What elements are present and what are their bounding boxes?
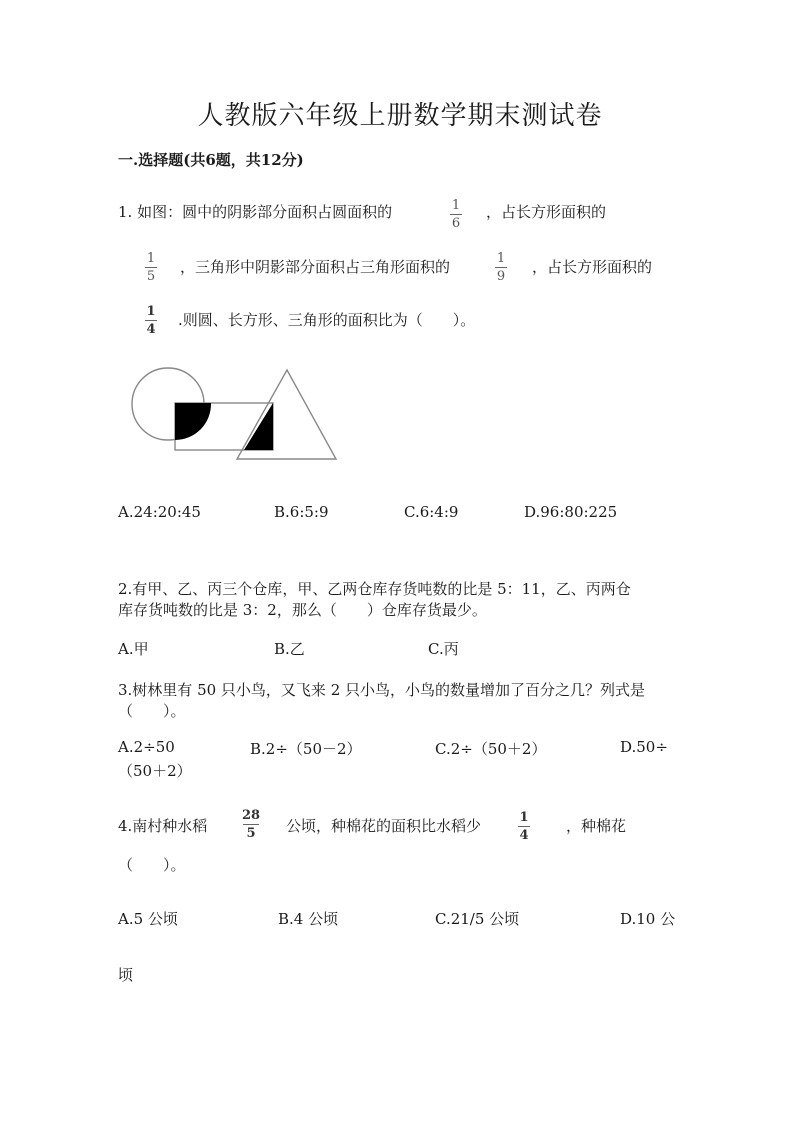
q1-option-a[interactable]: A.24:20:45 — [118, 503, 201, 521]
q1-fraction-4-num: 1 — [146, 304, 156, 319]
q2-line1: 2.有甲、乙、丙三个仓库，甲、乙两仓库存货吨数的比是 5：11，乙、丙两仓 — [118, 580, 631, 598]
q3-option-c[interactable]: C.2÷（50＋2） — [435, 740, 547, 758]
q4-option-d-continued: 顷 — [118, 966, 134, 984]
q1-line1-text-b: ，占长方形面积的 — [486, 203, 607, 221]
q3-line2: （ ）。 — [118, 702, 186, 720]
q4-option-d[interactable]: D.10 公 — [620, 910, 676, 928]
q1-line1-text-a: 1. 如图：圆中的阴影部分面积占圆面积的 — [118, 203, 393, 221]
q1-fraction-2-den: 5 — [146, 269, 156, 284]
q4-fraction-2 — [518, 810, 530, 843]
fraction-bar — [518, 826, 530, 827]
q4-line1-text-b: 公顷，种棉花的面积比水稻少 — [286, 817, 482, 835]
q3-option-d[interactable]: D.50÷ — [620, 738, 668, 756]
q1-fraction-2 — [145, 251, 157, 284]
q4-line1-text-a: 4.南村种水稻 — [118, 817, 208, 835]
q4-fraction-2-den: 4 — [519, 828, 529, 843]
q2-option-b[interactable]: B.乙 — [274, 640, 305, 658]
q3-option-d-continued: （50＋2） — [118, 762, 192, 780]
fraction-bar — [145, 267, 157, 268]
q4-line2: （ ）。 — [118, 856, 186, 874]
q1-fraction-3 — [495, 251, 507, 284]
q4-option-b[interactable]: B.4 公顷 — [278, 910, 339, 928]
q4-fraction-1-den: 5 — [246, 826, 256, 841]
q1-fraction-3-den: 9 — [496, 269, 506, 284]
q1-geometry-figure — [130, 360, 350, 470]
q4-fraction-1 — [242, 808, 260, 841]
fraction-bar — [145, 320, 157, 321]
q4-option-a[interactable]: A.5 公顷 — [118, 910, 178, 928]
fraction-bar — [450, 214, 462, 215]
q2-option-c[interactable]: C.丙 — [428, 640, 459, 658]
q3-line1: 3.树林里有 50 只小鸟，又飞来 2 只小鸟，小鸟的数量增加了百分之几？列式是 — [118, 681, 646, 699]
q3-option-a[interactable]: A.2÷50 — [118, 738, 175, 756]
q1-fraction-4 — [145, 304, 157, 337]
q1-fraction-1 — [450, 198, 462, 231]
q1-line3-text: .则圆、长方形、三角形的面积比为（ ）。 — [178, 311, 476, 329]
q4-line1-text-c: ，种棉花 — [566, 817, 627, 835]
section-heading: 一.选择题(共6题，共12分) — [118, 151, 304, 169]
q1-line2-text-a: ，三角形中阴影部分面积占三角形面积的 — [180, 258, 451, 276]
q2-line2: 库存货吨数的比是 3：2，那么（ ）仓库存货最少。 — [118, 601, 487, 619]
q1-option-c[interactable]: C.6:4:9 — [404, 503, 459, 521]
q1-fraction-1-den: 6 — [451, 216, 461, 231]
q2-option-a[interactable]: A.甲 — [118, 640, 149, 658]
page-title: 人教版六年级上册数学期末测试卷 — [197, 101, 603, 131]
q4-option-c[interactable]: C.21/5 公顷 — [435, 910, 520, 928]
q1-fraction-1-num: 1 — [451, 198, 461, 213]
triangle-shaded-region — [244, 403, 273, 450]
q1-fraction-3-num: 1 — [496, 251, 506, 266]
fraction-bar — [243, 824, 259, 825]
q1-line2-text-b: ，占长方形面积的 — [532, 258, 653, 276]
q1-fraction-2-num: 1 — [146, 251, 156, 266]
circle-shaded-region — [175, 403, 211, 440]
fraction-bar — [495, 267, 507, 268]
q1-option-d[interactable]: D.96:80:225 — [524, 503, 618, 521]
q1-option-b[interactable]: B.6:5:9 — [274, 503, 329, 521]
q4-fraction-1-num: 28 — [242, 808, 261, 823]
q4-fraction-2-num: 1 — [519, 810, 529, 825]
q3-option-b[interactable]: B.2÷（50－2） — [250, 740, 362, 758]
q1-fraction-4-den: 4 — [146, 322, 156, 337]
